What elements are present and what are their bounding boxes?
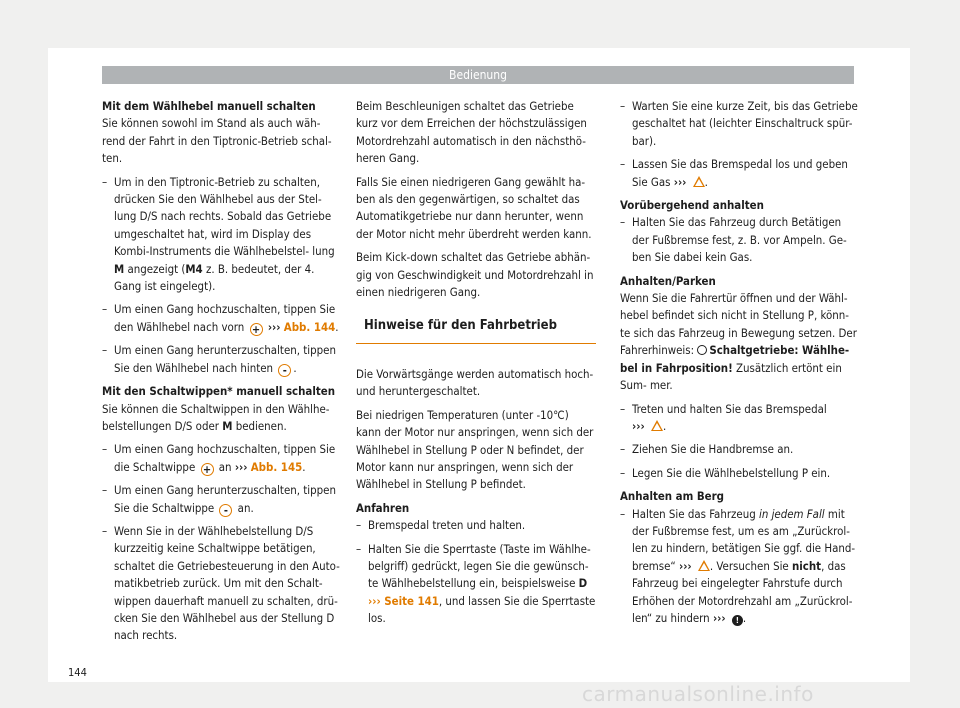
warning-icon[interactable]: [651, 420, 663, 431]
manual-page: [48, 48, 910, 682]
paragraph: Sie können sowohl im Stand als auch wäh- rend der Fahrt in den Tiptronic-Betrieb schal- ten.: [102, 116, 332, 166]
minus-key-icon: -: [278, 364, 291, 377]
column-3: [620, 98, 860, 633]
section-title: Hinweise für den Fahrbetrieb: [356, 317, 596, 343]
paragraph: Falls Sie einen niedrigeren Gang gewählt ha- ben als den gegenwärtigen, so schaltet das Automatikgetriebe nur dann herunter, wenn der Motor nicht mehr überdreht werden kann.: [356, 174, 592, 241]
list-item: – Lassen Sie das Bremspedal los und geben Sie Gas ››› .: [620, 156, 860, 191]
list-item: – Wenn Sie in der Wählhebelstellung D/S kurzzeitig keine Schaltwippe betätigen, schaltet die Getriebesteuerung in den Auto- matikbetrieb zurück. Um mit den Schalt- wippen dauerhaft manuell zu schalten, drü- cken Sie den Wählhebel aus der Stellung D nach rechts.: [102, 523, 342, 645]
figure-link[interactable]: Abb. 144: [283, 319, 336, 334]
plus-key-icon: +: [250, 323, 263, 336]
list-item: – Warten Sie eine kurze Zeit, bis das Getriebe geschaltet hat (leichter Einschaltruck spür- bar).: [620, 98, 860, 150]
paragraph: Beim Beschleunigen schaltet das Getriebe kurz vor dem Erreichen der höchstzulässigen Motordrehzahl automatisch in den nächsthö- heren Gang.: [356, 99, 587, 166]
figure-link[interactable]: Abb. 145: [250, 459, 303, 474]
paragraph: Sie können die Schaltwippen in den Wählhe- belstellungen D/S oder M bedienen.: [102, 401, 330, 433]
info-icon[interactable]: !: [732, 615, 743, 626]
column-2: [356, 98, 596, 634]
list-item: – Halten Sie die Sperrtaste (Taste im Wählhe- belgriff) gedrückt, legen Sie die gewünsch- te Wählhebelstellung ein, beispielsweise D ››› Seite 141, und lassen Sie die Sperrtaste los.: [356, 541, 596, 628]
page-number: 144: [68, 666, 87, 679]
heading-anfahren: Anfahren: [356, 500, 410, 515]
list-item: – Um einen Gang hochzuschalten, tippen Sie die Schaltwippe + an ››› Abb. 145.: [102, 441, 342, 476]
heading-hill-stop: Anhalten am Berg: [620, 489, 724, 504]
paragraph: Wenn Sie die Fahrertür öffnen und der Wähl- hebel befindet sich nicht in Stellung P, könn- te sich das Fahrzeug in Bewegung setzen. Der Fahrerhinweis: Schaltgetriebe: Wählhe- bel in Fahrposition! Zusätzlich ertönt ein Sum- mer.: [620, 291, 857, 393]
list-item: – Ziehen Sie die Handbremse an.: [620, 441, 860, 458]
minus-key-icon: -: [219, 504, 232, 517]
list-item: – Bremspedal treten und halten.: [356, 517, 596, 534]
warning-icon[interactable]: [693, 176, 705, 187]
list-item: – Um einen Gang herunterzuschalten, tippen Sie den Wählhebel nach hinten - .: [102, 342, 342, 377]
warning-icon[interactable]: [698, 560, 710, 571]
section-header: Bedienung: [102, 66, 854, 84]
list-item: – Halten Sie das Fahrzeug in jedem Fall mit der Fußbremse fest, um es am „Zurückrol- len zu hindern, betätigen Sie ggf. die Hand- bremse“ ››› . Versuchen Sie nicht, das Fahrzeug bei eingelegter Fahrstufe durch Erhöhen der Motordrehzahl am „Zurückrol- len“ zu hindern ››› ! .: [620, 506, 860, 628]
heading-temporary-stop: Vorübergehend anhalten: [620, 198, 764, 213]
paragraph: Bei niedrigen Temperaturen (unter -10℃) kann der Motor nur anspringen, wenn sich der Wählhebel in Stellung P oder N befindet, der Motor kann nur anspringen, wenn sich der Wählhebel in Stellung P befindet.: [356, 407, 594, 492]
column-1: [102, 98, 342, 651]
heading-manual-lever: Mit dem Wählhebel manuell schalten: [102, 99, 316, 113]
heading-parking: Anhalten/Parken: [620, 273, 716, 288]
list-item: – Um in den Tiptronic-Betrieb zu schalten, drücken Sie den Wählhebel aus der Stel- lung D/S nach rechts. Sobald das Getriebe umgeschaltet hat, wird im Display des Kombi-Instruments die Wählhebelstel- lung M angezeigt (M4 z. B. bedeutet, der 4. Gang ist eingelegt).: [102, 174, 342, 296]
plus-key-icon: +: [201, 463, 214, 476]
list-item: – Halten Sie das Fahrzeug durch Betätigen der Fußbremse fest, z. B. vor Ampeln. Ge- ben Sie dabei kein Gas.: [620, 214, 860, 266]
heading-paddles: Mit den Schaltwippen* manuell schalten: [102, 384, 335, 399]
paragraph: Beim Kick-down schaltet das Getriebe abhän- gig von Geschwindigkeit und Motordrehzahl in einen niedrigeren Gang.: [356, 250, 594, 300]
page-link[interactable]: Seite 141: [384, 593, 439, 608]
list-item: – Um einen Gang hochzuschalten, tippen Sie den Wählhebel nach vorn + ››› Abb. 144.: [102, 301, 342, 336]
list-item: – Um einen Gang herunterzuschalten, tippen Sie die Schaltwippe - an.: [102, 482, 342, 517]
gear-icon: [697, 345, 707, 355]
paragraph: Die Vorwärtsgänge werden automatisch hoch- und heruntergeschaltet.: [356, 366, 594, 399]
list-item: – Treten und halten Sie das Bremspedal ››› .: [620, 401, 860, 436]
list-item: – Legen Sie die Wählhebelstellung P ein.: [620, 465, 860, 482]
watermark: carmanualsonline.info: [582, 682, 814, 706]
